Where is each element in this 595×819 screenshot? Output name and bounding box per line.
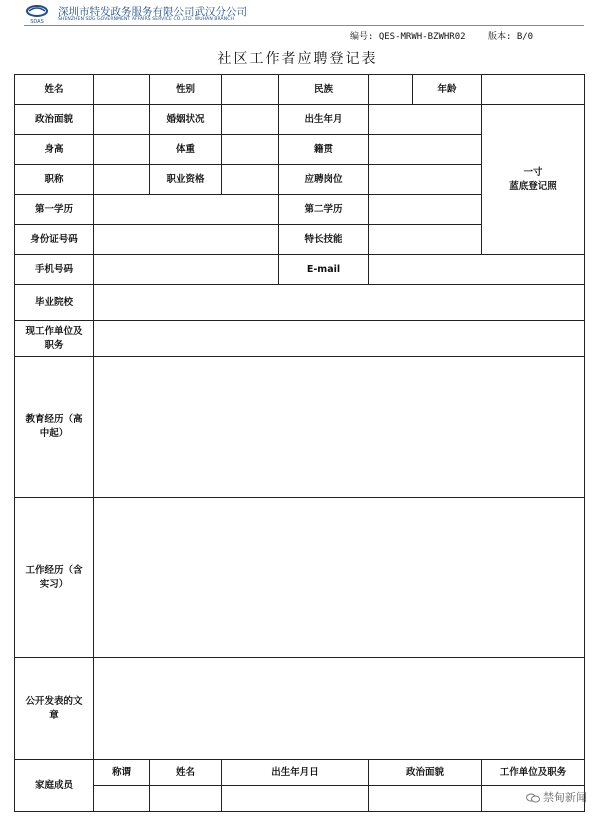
label-email: E-mail <box>279 255 369 285</box>
label-articles-line1: 公开发表的文 <box>25 695 83 707</box>
label-ethnicity: 民族 <box>279 75 369 105</box>
label-degree1: 第一学历 <box>15 195 94 225</box>
input-position[interactable] <box>369 165 482 195</box>
input-work[interactable] <box>94 498 585 658</box>
label-current-job <box>15 321 94 357</box>
input-degree1[interactable] <box>94 195 279 225</box>
document-number: 编号: QES-MRWH-BZWHR02 <box>350 32 466 42</box>
label-degree2: 第二学历 <box>279 195 369 225</box>
input-height[interactable] <box>94 135 150 165</box>
label-articles <box>15 658 94 760</box>
family-header-political: 政治面貌 <box>369 760 482 786</box>
label-gender: 性别 <box>150 75 222 105</box>
label-work <box>15 498 94 658</box>
company-name: 深圳市特发政务服务有限公司武汉分公司 <box>58 6 247 18</box>
document-version: 版本: B/0 <box>488 32 534 42</box>
label-articles-line2: 章 <box>49 709 59 721</box>
watermark <box>526 789 587 805</box>
label-weight: 体重 <box>150 135 222 165</box>
input-ethnicity[interactable] <box>369 75 413 105</box>
label-work-line2: 实习） <box>39 578 69 590</box>
label-education-line2: 中起） <box>39 428 69 439</box>
input-native[interactable] <box>369 135 482 165</box>
wechat-icon <box>526 793 540 803</box>
label-position: 应聘岗位 <box>279 165 369 195</box>
company-name-en: SHENZHEN SDG GOVERNMENT AFFAIRS SERVICE CO.,LTD. WUHAN BRANCH <box>58 17 234 22</box>
input-id[interactable] <box>94 225 279 255</box>
family-header-work: 工作单位及职务 <box>482 760 585 786</box>
label-current-job-line2: 职务 <box>44 339 64 351</box>
label-marital: 婚姻状况 <box>150 105 222 135</box>
label-work-line1: 工作经历（含 <box>25 564 83 576</box>
input-gender[interactable] <box>222 75 279 105</box>
form-title: 社区工作者应聘登记表 <box>217 51 378 67</box>
label-id: 身份证号码 <box>15 225 94 255</box>
label-age: 年龄 <box>413 75 482 105</box>
family-header-birth: 出生年月日 <box>222 760 369 786</box>
input-family-political[interactable] <box>369 786 482 812</box>
input-age[interactable] <box>482 75 585 105</box>
input-name[interactable] <box>94 75 150 105</box>
company-logo-icon <box>24 4 50 24</box>
label-title: 职称 <box>15 165 94 195</box>
label-name: 姓名 <box>15 75 94 105</box>
watermark-text: 禁甸新闻 <box>543 791 587 804</box>
header-divider <box>24 25 584 26</box>
input-marital[interactable] <box>222 105 279 135</box>
input-family-birth[interactable] <box>222 786 369 812</box>
label-native: 籍贯 <box>279 135 369 165</box>
input-current-job[interactable] <box>94 321 585 357</box>
label-birth: 出生年月 <box>279 105 369 135</box>
photo-desc-label: 蓝底登记照 <box>509 180 557 192</box>
logo-text: SDAS <box>30 19 44 24</box>
label-height: 身高 <box>15 135 94 165</box>
input-degree2[interactable] <box>369 195 482 225</box>
label-political: 政治面貌 <box>15 105 94 135</box>
label-skills: 特长技能 <box>279 225 369 255</box>
input-qualification[interactable] <box>222 165 279 195</box>
input-articles[interactable] <box>94 658 585 760</box>
label-family: 家庭成员 <box>15 760 94 812</box>
input-skills[interactable] <box>369 225 585 255</box>
input-family-name[interactable] <box>150 786 222 812</box>
label-qualification: 职业资格 <box>150 165 222 195</box>
photo-size-label: 一寸 <box>523 166 543 178</box>
label-phone: 手机号码 <box>15 255 94 285</box>
company-header <box>24 4 324 24</box>
input-birth[interactable] <box>369 105 482 135</box>
registration-form <box>14 74 585 812</box>
family-header-relation: 称谓 <box>94 760 150 786</box>
input-education[interactable] <box>94 357 585 498</box>
label-school: 毕业院校 <box>15 285 94 321</box>
label-education <box>15 357 94 498</box>
label-education-line1: 教育经历（高 <box>25 414 83 425</box>
input-family-relation[interactable] <box>94 786 150 812</box>
label-current-job-line1: 现工作单位及 <box>25 325 83 337</box>
input-weight[interactable] <box>222 135 279 165</box>
input-school[interactable] <box>94 285 585 321</box>
input-title[interactable] <box>94 165 150 195</box>
input-phone[interactable] <box>94 255 279 285</box>
input-email[interactable] <box>369 255 585 285</box>
family-header-name: 姓名 <box>150 760 222 786</box>
input-political[interactable] <box>94 105 150 135</box>
